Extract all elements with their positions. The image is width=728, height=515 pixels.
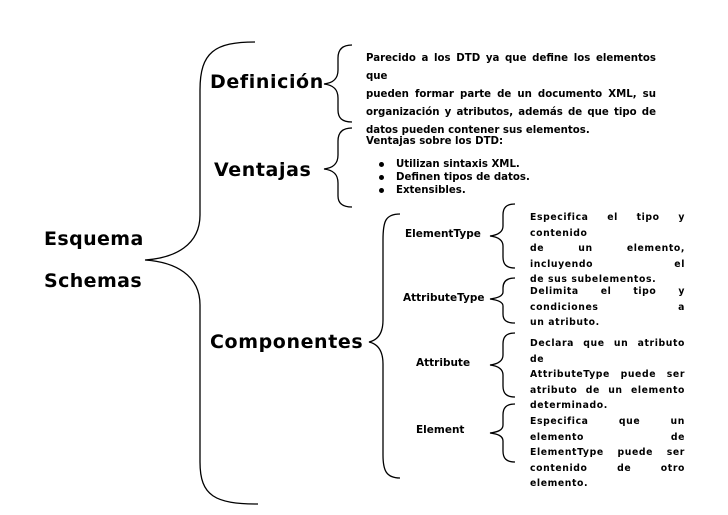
component-text-line: ElementType puede ser xyxy=(530,447,685,458)
ventajas-bullet: Definen tipos de datos. xyxy=(376,171,636,184)
attributetype-brace xyxy=(490,278,515,323)
component-text-line: Delimita el tipo y condiciones a xyxy=(530,286,685,313)
definicion-line: datos pueden contener sus elementos. xyxy=(366,125,590,136)
definicion-line: organización y atributos, además de que tipo de xyxy=(366,107,656,118)
component-text-line: Declara que un atributo de xyxy=(530,338,685,365)
component-element-text xyxy=(530,414,685,492)
componentes-brace xyxy=(369,214,400,478)
component-element-label: Element xyxy=(416,424,465,436)
definicion-brace xyxy=(324,45,352,122)
component-attributetype-text xyxy=(530,284,685,331)
component-attribute-label: Attribute xyxy=(416,357,471,369)
component-text-line: un atributo. xyxy=(530,317,600,328)
component-attributetype-label: AttributeType xyxy=(403,292,485,304)
root-brace xyxy=(145,42,258,504)
component-text-line: Especifica que un elemento de xyxy=(530,416,685,443)
definicion-text xyxy=(366,50,656,140)
definicion-line: pueden formar parte de un documento XML, su xyxy=(366,89,656,100)
element-brace xyxy=(490,404,515,462)
ventajas-intro: Ventajas sobre los DTD: xyxy=(366,136,504,147)
component-text-line: determinado. xyxy=(530,400,608,411)
component-text-line: Especifica el tipo y contenido xyxy=(530,212,685,239)
component-elementtype-label: ElementType xyxy=(405,228,481,240)
component-attribute-text xyxy=(530,336,685,414)
root-label-esquema: Esquema xyxy=(44,228,144,250)
ventajas-brace xyxy=(324,128,352,207)
ventajas-bullet: Extensibles. xyxy=(376,184,636,197)
definicion-line: Parecido a los DTD ya que define los elementos que xyxy=(366,53,656,82)
component-text-line: AttributeType puede ser xyxy=(530,369,685,380)
attribute-brace xyxy=(490,333,515,397)
branch-ventajas-label: Ventajas xyxy=(214,159,312,181)
ventajas-bullet: Utilizan sintaxis XML. xyxy=(376,158,636,171)
component-text-line: atributo de un elemento xyxy=(530,384,685,396)
ventajas-list xyxy=(376,158,636,197)
component-text-line: contenido de otro elemento. xyxy=(530,462,685,489)
component-text-line: de sus subelementos. xyxy=(530,274,657,285)
component-elementtype-text xyxy=(530,210,685,288)
branch-componentes-label: Componentes xyxy=(210,331,364,353)
elementtype-brace xyxy=(490,204,515,268)
root-label-schemas: Schemas xyxy=(44,270,143,292)
branch-definicion-label: Definición xyxy=(210,71,324,93)
component-text-line: de un elemento, incluyendo el xyxy=(530,243,685,270)
